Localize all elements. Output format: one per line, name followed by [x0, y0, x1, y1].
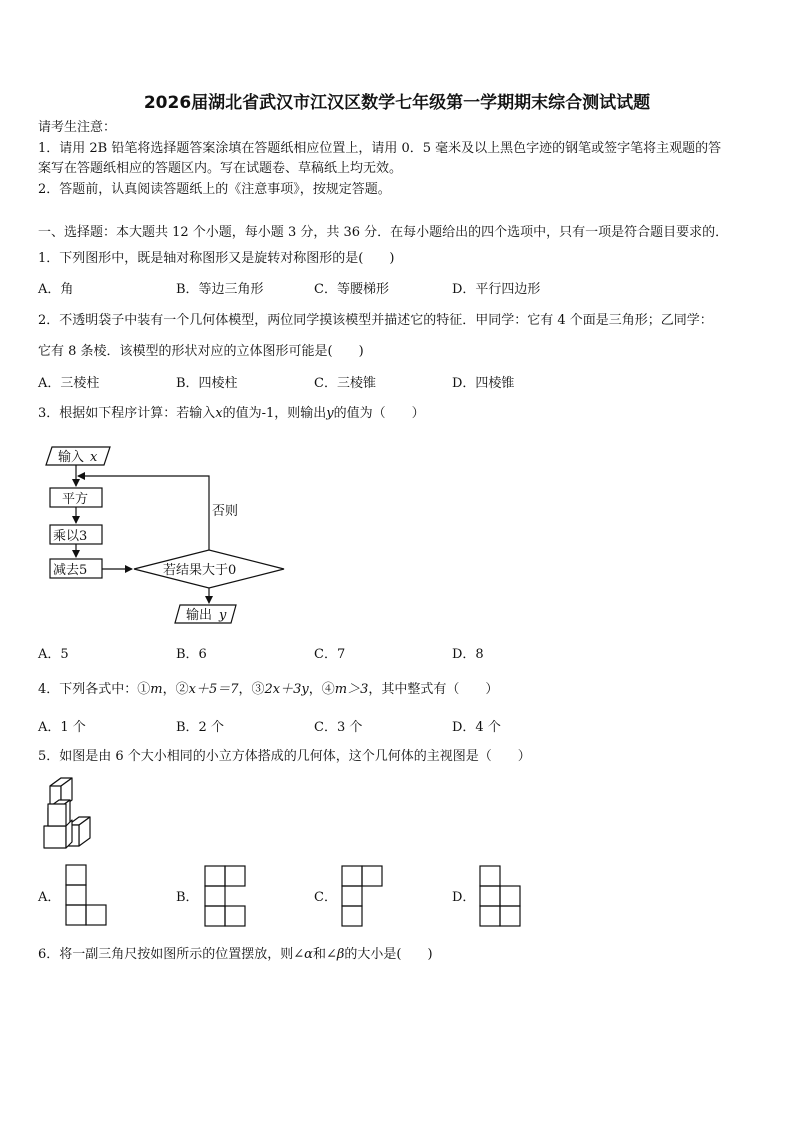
notice-item-2: 2．答题前，认真阅读答题纸上的《注意事项》，按规定答题。 [38, 182, 391, 197]
q5-option-a-figure [66, 865, 106, 925]
q6-stem-part-2: 的大小是( ) [344, 947, 433, 962]
q1-option-b: B．等边三角形 [176, 282, 264, 297]
question-2-stem-cont: 它有 8 条棱．该模型的形状对应的立体图形可能是( ) [38, 344, 364, 359]
q5-cube-figure [44, 778, 90, 848]
q5-option-d-figure [480, 866, 520, 926]
q2-option-c: C．三棱锥 [314, 376, 376, 391]
flow-input-var: x [90, 450, 98, 465]
q5-option-c-label: C． [314, 890, 337, 905]
notice-heading: 请考生注意： [38, 120, 117, 135]
flow-times3-label: 乘以3 [53, 529, 88, 544]
flow-minus5-label: 减去5 [53, 563, 88, 578]
flow-otherwise-label: 否则 [212, 504, 239, 519]
q4-stem-part-2: ，其中整式有（ ） [368, 682, 499, 697]
question-5-stem: 5．如图是由 6 个大小相同的小立方体搭成的几何体，这个几何体的主视图是（ ） [38, 749, 531, 764]
q3-stem-part-3: 的值为（ ） [333, 406, 425, 421]
notice-item-1-cont: 案写在答题纸相应的答题区内。写在试题卷、草稿纸上均无效。 [38, 161, 403, 176]
q6-angle-beta: β [336, 947, 345, 962]
q4-option-b: B．2 个 [176, 720, 224, 735]
q4-separator: ，② [162, 682, 189, 697]
q3-option-c: C．7 [314, 647, 346, 662]
q4-option-a: A．1 个 [38, 720, 86, 735]
q4-expression-1: m [150, 682, 163, 697]
flow-square-label: 平方 [62, 492, 89, 507]
q1-option-a: A．角 [38, 282, 74, 297]
flow-output-var: y [219, 608, 227, 623]
question-6-stem [38, 946, 433, 964]
cube [48, 804, 66, 826]
q5-option-c-figure [342, 866, 382, 926]
q6-angle-alpha: α [304, 947, 313, 962]
q1-option-c: C．等腰梯形 [314, 282, 389, 297]
q5-option-d-label: D． [452, 890, 476, 905]
page-title: 2026届湖北省武汉市江汉区数学七年级第一学期期末综合测试试题 [143, 93, 651, 113]
section-heading: 一、选择题：本大题共 12 个小题，每小题 3 分，共 36 分．在每小题给出的四个选项中，只有一项是符合题目要求的． [38, 225, 729, 240]
flow-output-label: 输出 [186, 608, 213, 623]
q3-stem-part-2: 的值为-1，则输出 [222, 406, 327, 421]
q4-expression-4: m＞3 [334, 682, 369, 697]
q2-option-d: D．四棱锥 [452, 376, 515, 391]
q4-option-d: D．4 个 [452, 720, 501, 735]
q5-option-b-figure [205, 866, 245, 926]
q3-option-b: B．6 [176, 647, 207, 662]
question-2-stem: 2．不透明袋子中装有一个几何体模型，两位同学摸该模型并描述它的特征．甲同学：它有 4 个面是三角形；乙同学： [38, 313, 713, 328]
q2-option-a: A．三棱柱 [38, 376, 100, 391]
q2-option-b: B．四棱柱 [176, 376, 238, 391]
question-4-stem [38, 681, 498, 699]
q4-expression-2: x＋5＝7 [188, 682, 239, 697]
q3-variable-y: y [326, 406, 334, 421]
q3-option-a: A．5 [38, 647, 69, 662]
q6-stem-and: 和∠ [312, 947, 337, 962]
notice-item-1: 1．请用 2B 铅笔将选择题答案涂填在答题纸相应位置上，请用 0．5 毫米及以上黑色字迹的钢笔或签字笔将主观题的答 [38, 141, 722, 156]
q4-stem-part-1: 4．下列各式中：① [38, 682, 151, 697]
question-1-stem: 1．下列图形中，既是轴对称图形又是旋转对称图形的是( ) [38, 251, 395, 266]
q5-option-a-label: A． [38, 890, 61, 905]
q3-variable-x: x [215, 406, 223, 421]
q3-stem-part-1: 3．根据如下程序计算：若输入 [38, 406, 216, 421]
flow-input-label: 输入 [58, 450, 85, 465]
flow-condition-label: 若结果大于0 [163, 563, 237, 578]
q4-option-c: C．3 个 [314, 720, 363, 735]
q3-option-d: D．8 [452, 647, 484, 662]
q1-option-d: D．平行四边形 [452, 282, 541, 297]
q4-expression-3: 2x＋3y [264, 682, 309, 697]
q4-separator: ，③ [238, 682, 265, 697]
q4-separator: ，④ [308, 682, 335, 697]
q6-stem-part-1: 6．将一副三角尺按如图所示的位置摆放，则∠ [38, 947, 305, 962]
q5-option-b-label: B． [176, 890, 199, 905]
